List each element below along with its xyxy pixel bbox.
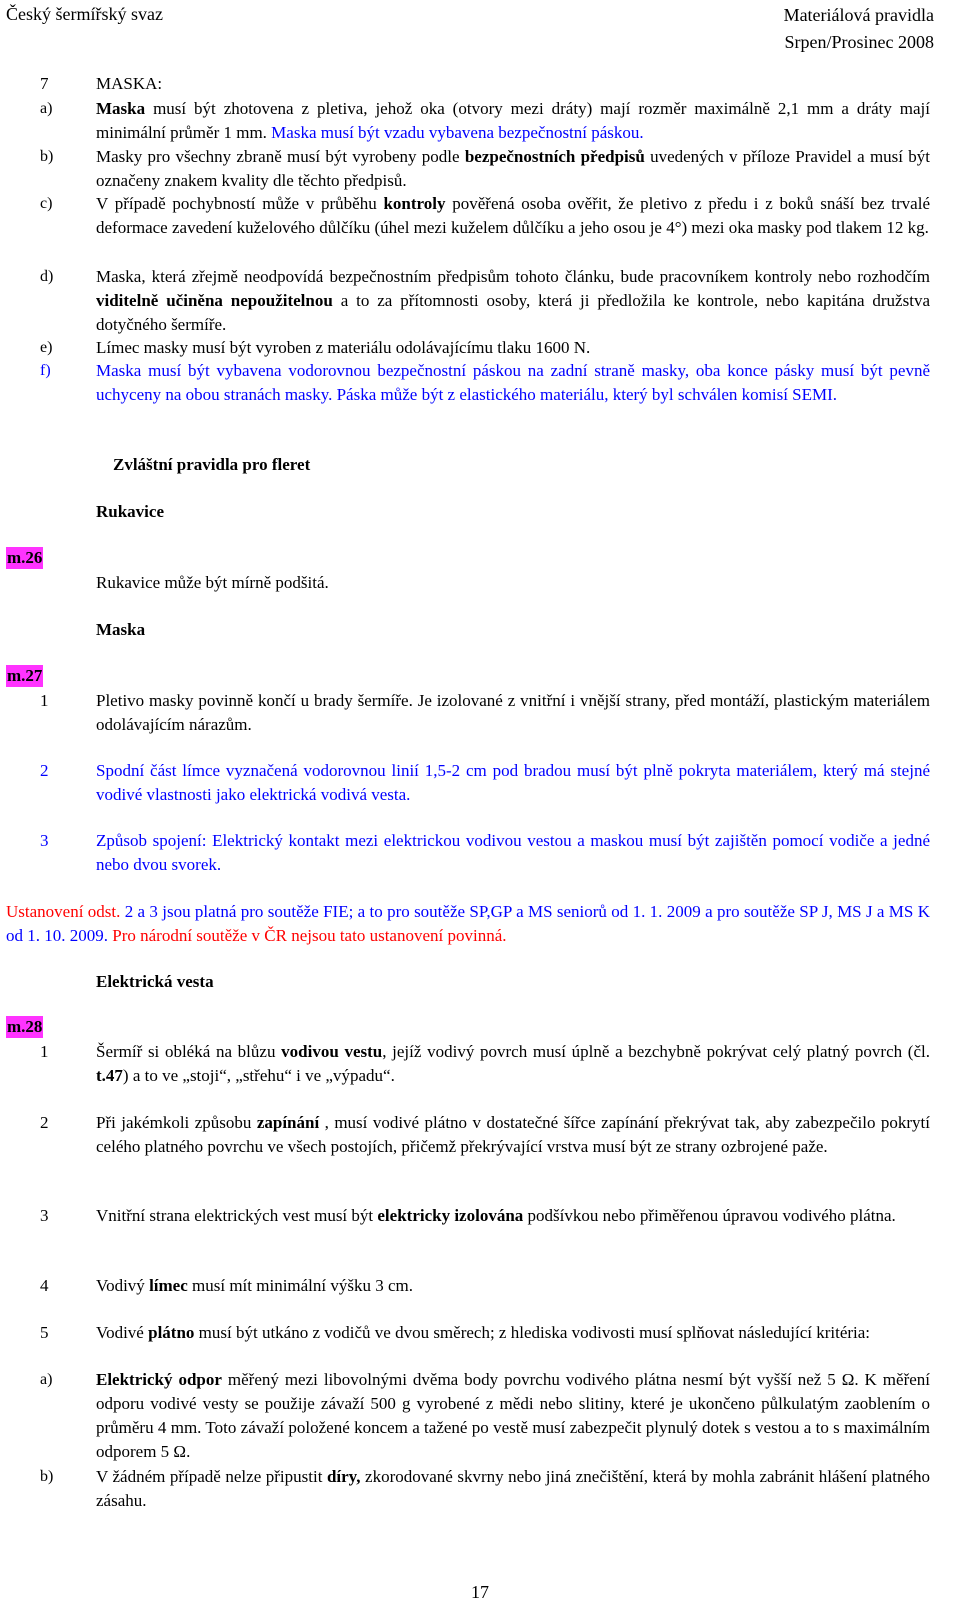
item-7e-text: Límec masky musí být vyroben z materiálu odolávajícímu tlaku 1600 N. [96, 338, 591, 357]
vesta-item-1-number: 1 [40, 1042, 49, 1061]
vesta-item-4-number: 4 [40, 1276, 49, 1295]
rule-tag-m28: m.28 [7, 1017, 43, 1036]
header-left: Český šermířský svaz [6, 4, 163, 24]
vesta-item-5a-text [96, 1368, 930, 1464]
vesta-item-1-body2: , jejíž vodivý povrch musí úplně a bezchybně pokrývat celý platný povrch (čl. [382, 1042, 930, 1061]
item-7d-text [96, 265, 930, 337]
vesta-item-3-body1: Vnitřní strana elektrických vest musí být [96, 1206, 378, 1225]
ustanoveni-note [6, 900, 930, 948]
item-7a-label: a) [40, 100, 53, 117]
item-7d-body2: a to za přítomnosti osoby, která ji předložila ke kontrole, nebo kapitána družstva dotyčného šermíře. [96, 291, 930, 334]
vesta-item-1-body3: ) a to ve „stoji“, „střehu“ i ve „výpadu“. [122, 1066, 395, 1085]
vesta-item-5a-bold: Elektrický odpor [96, 1370, 222, 1389]
vesta-item-1-bold1: vodivou vestu [281, 1042, 383, 1061]
vesta-item-5b-bold: díry, [326, 1467, 361, 1486]
vesta-item-5b-body1: V žádném případě nelze připustit [96, 1467, 327, 1486]
vesta-item-3-number: 3 [40, 1206, 49, 1225]
item-7c-text [96, 192, 930, 240]
vesta-item-2-bold: zapínání [256, 1113, 320, 1132]
maska-item-2-text: Spodní část límce vyznačená vodorovnou linií 1,5-2 cm pod bradou musí být plně pokryta materiálem, který má stejné vodivé vlastnosti jako elektrická vodivá vesta. [96, 761, 930, 804]
vesta-item-5-body2: musí být utkáno z vodičů ve dvou směrech; z hlediska vodivosti musí splňovat následující kritéria: [194, 1323, 871, 1342]
item-7f-text: Maska musí být vybavena vodorovnou bezpečnostní páskou na zadní straně masky, oba konce pásky musí být pevně uchyceny na obou stranách masky. Páska může být z elastického materiálu, který byl schválen komisí SEMI. [96, 361, 930, 404]
vesta-item-5-number: 5 [40, 1323, 49, 1342]
page-number: 17 [471, 1582, 489, 1602]
maska-item-3-text: Způsob spojení: Elektrický kontakt mezi elektrickou vodivou vestou a maskou musí být zajištěn pomocí vodiče a jedné nebo dvou svorek. [96, 831, 930, 874]
header-right [784, 2, 934, 56]
maska-heading: Maska [96, 620, 146, 639]
vesta-item-1-body1: Šermíř si obléká na blůzu [96, 1042, 282, 1061]
vesta-item-5b-body2: zkorodované skvrny nebo jiná znečištění, která by mohla zabránit hlášení platného zásahu. [96, 1467, 930, 1510]
item-7b-bold: bezpečnostních předpisů [464, 147, 645, 166]
maska-item-1-text: Pletivo masky povinně končí u brady šermíře. Je izolované z vnitřní i vnější strany, před montáží, plastickým materiálem odolávajícím nárazům. [96, 691, 930, 734]
fleret-heading: Zvláštní pravidla pro fleret [113, 455, 311, 474]
vesta-item-5-bold: plátno [148, 1323, 195, 1342]
item-7c-bold: kontroly [383, 194, 446, 213]
vesta-item-5-body1: Vodivé [96, 1323, 149, 1342]
maska-item-1-number: 1 [40, 691, 49, 710]
item-7c-body2: pověřená osoba ověřit, že pletivo z předu i z boků snáší bez trvalé deformace zavedení kuželového důlčíku (úhel mezi kuželem důlčíku a jeho osou je 4°) mezi oka masky pod tlakem 12 kg. [96, 194, 930, 237]
section-7-number: 7 [40, 74, 49, 93]
item-7d-body1: Maska, která zřejmě neodpovídá bezpečnostním předpisům tohoto článku, bude pracovníkem kontroly nebo rozhodčím [96, 267, 930, 286]
item-7b-text [96, 145, 930, 193]
vesta-heading: Elektrická vesta [96, 972, 214, 991]
vesta-item-5a-label: a) [40, 1371, 53, 1388]
item-7e-label: e) [40, 339, 53, 356]
item-7a-body: musí být zhotovena z pletiva, jehož oka (otvory mezi dráty) mají rozměr maximálně 2,1 mm a dráty mají minimální průměr 1 mm. [96, 99, 930, 142]
vesta-item-2-body2: , musí vodivé plátno v dostatečné šířce zapínání překrývat tak, aby zabezpečilo pokrytí celého platného povrchu ve všech postojích, přičemž překrývající vrstva musí být ze strany ozbrojené paže. [96, 1113, 931, 1156]
ustanoveni-blue: 2 a 3 jsou platná pro soutěže FIE; a to pro soutěže SP,GP a MS seniorů od 1. 1. 2009 a pro soutěže SP J, MS J a MS K od 1. 10. 2009. [6, 902, 930, 945]
rule-tag-m27: m.27 [7, 666, 43, 685]
vesta-item-4-bold: límec [149, 1276, 188, 1295]
item-7d-label: d) [40, 268, 54, 285]
vesta-item-1-text [96, 1040, 930, 1088]
item-7b-label: b) [40, 148, 54, 165]
maska-item-3-number: 3 [40, 831, 49, 850]
vesta-item-4-body2: musí mít minimální výšku 3 cm. [187, 1276, 414, 1295]
vesta-item-2-number: 2 [40, 1113, 49, 1132]
item-7a-blue: Maska musí být vzadu vybavena bezpečnostní páskou. [271, 123, 644, 142]
vesta-item-5-text [96, 1321, 930, 1345]
item-7c-label: c) [40, 195, 53, 212]
item-7a-text [96, 97, 930, 145]
rukavice-heading: Rukavice [96, 502, 164, 521]
vesta-item-4-body1: Vodivý [96, 1276, 150, 1295]
item-7f-label: f) [40, 362, 51, 379]
vesta-item-3-bold: elektricky izolována [377, 1206, 524, 1225]
vesta-item-5a-body: měřený mezi libovolnými dvěma body povrchu vodivého plátna nesmí být vyšší než 5 Ω. K měření odporu vodivé vesty se použije závaží 500 g vyrobené z mědi nebo slitiny, které je ukončeno půlkulatým zaoblením o průměru 4 mm. Toto závaží položené koncem a tažené po vestě musí zabezpečit plynulý dotek s vestou a to s maximálním odporem 5 Ω. [96, 1370, 930, 1461]
vesta-item-3-body2: podšívkou nebo přiměřenou úpravou vodivého plátna. [523, 1206, 896, 1225]
vesta-item-3-text [96, 1204, 930, 1228]
item-7b-body1: Masky pro všechny zbraně musí být vyrobeny podle [96, 147, 465, 166]
header-right-date: Srpen/Prosinec 2008 [784, 32, 934, 52]
item-7a-bold: Maska [96, 99, 146, 118]
vesta-item-2-text [96, 1111, 930, 1159]
rukavice-text: Rukavice může být mírně podšitá. [96, 573, 329, 592]
vesta-item-2-body1: Při jakémkoli způsobu [96, 1113, 257, 1132]
maska-item-2-number: 2 [40, 761, 49, 780]
section-7-title: MASKA: [96, 74, 163, 93]
vesta-item-5b-text [96, 1465, 930, 1513]
vesta-item-1-bold2: t.47 [96, 1066, 123, 1085]
header-right-title: Materiálová pravidla [783, 5, 934, 25]
item-7b-body2: uvedených v příloze Pravidel a musí být označeny znakem kvality dle těchto předpisů. [96, 147, 930, 190]
rule-tag-m26: m.26 [7, 548, 43, 567]
ustanoveni-red-start: Ustanovení odst. [6, 902, 125, 921]
item-7d-bold: viditelně učiněna nepoužitelnou [96, 291, 333, 310]
item-7c-body1: V případě pochybností může v průběhu [96, 194, 384, 213]
vesta-item-4-text [96, 1274, 930, 1298]
ustanoveni-red-end: Pro národní soutěže v ČR nejsou tato ustanovení povinná. [112, 926, 507, 945]
vesta-item-5b-label: b) [40, 1468, 54, 1485]
